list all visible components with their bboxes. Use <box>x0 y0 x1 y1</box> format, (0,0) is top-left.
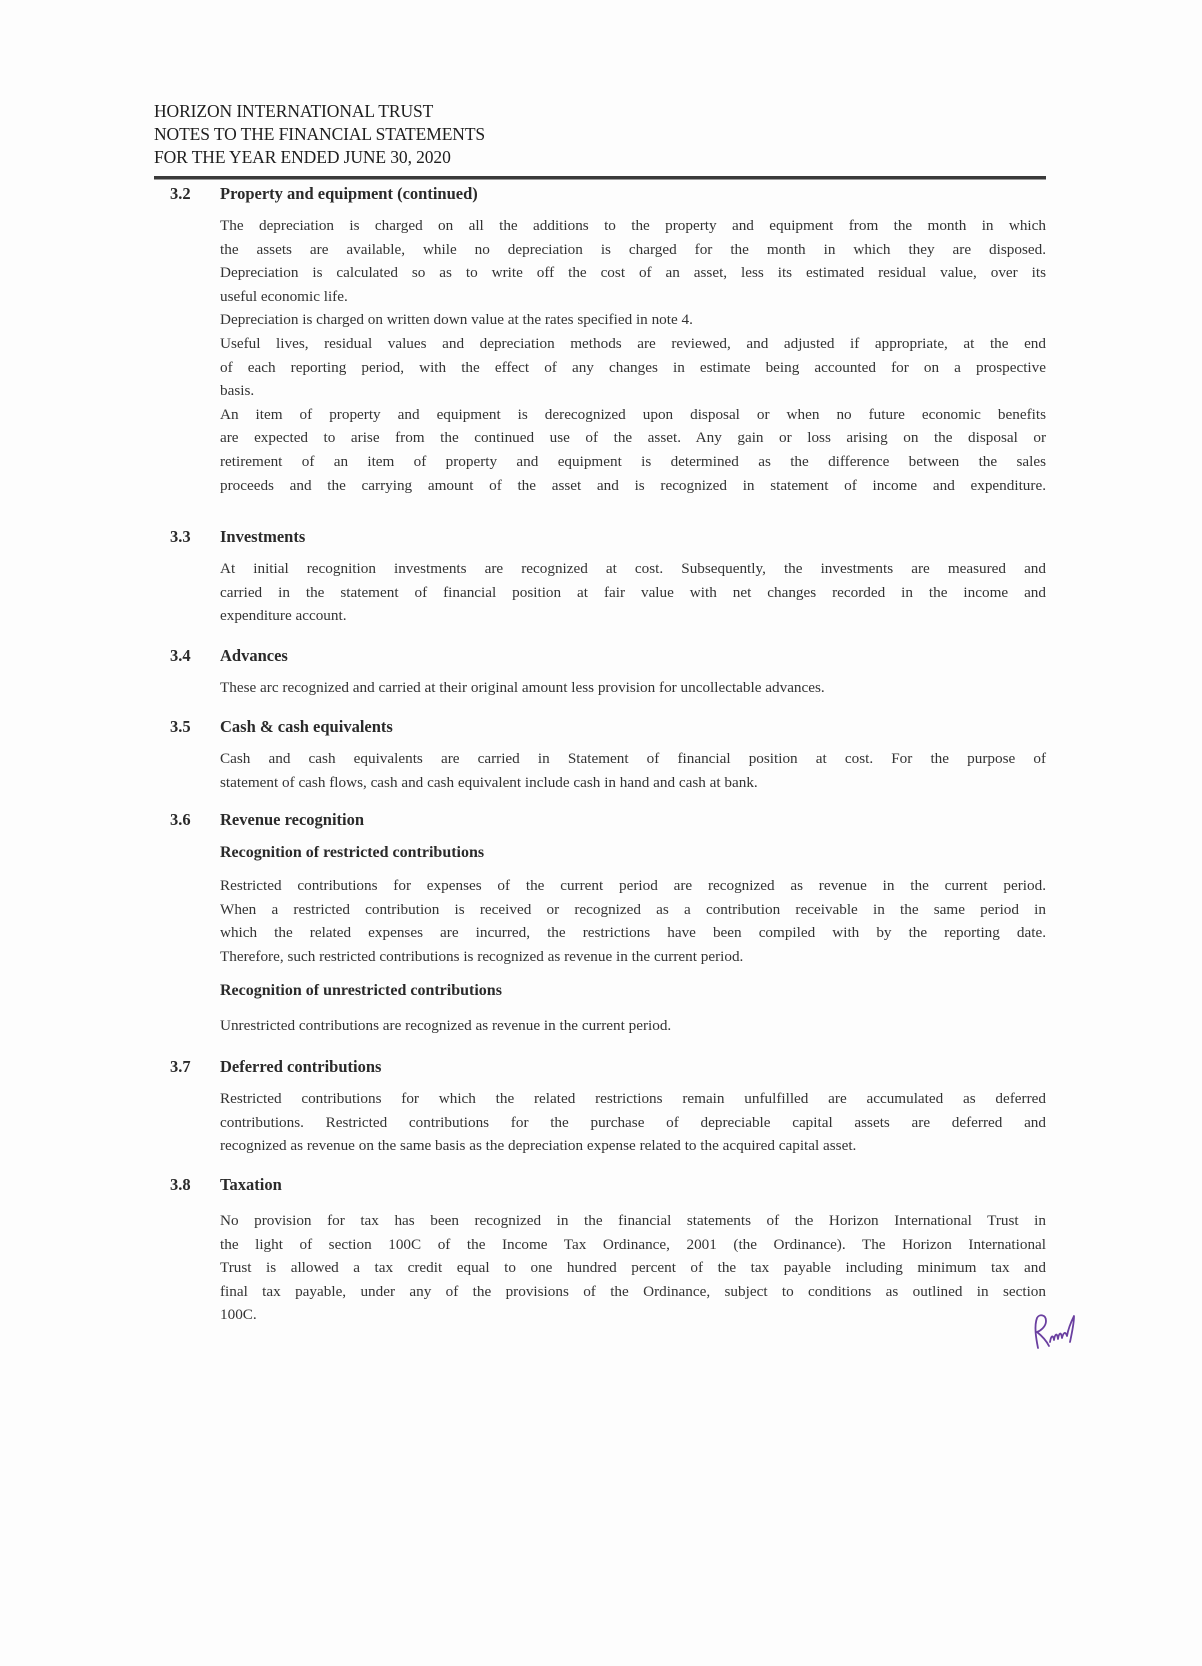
paragraph <box>220 676 1046 700</box>
section-title: Investments <box>220 527 306 546</box>
text-line: At initial recognition investments are recognized at cost. Subsequently, the investments are measured and <box>220 560 1046 577</box>
text-line: are expected to arise from the continued use of the asset. Any gain or loss arising on the disposal or <box>220 429 1046 447</box>
text-line: contributions. Restricted contributions for the purchase of depreciable capital assets are deferred and <box>220 1113 1046 1131</box>
paragraph <box>220 1014 1046 1038</box>
paragraph <box>220 747 1046 794</box>
paragraph <box>220 874 1046 968</box>
header-rule-thin <box>154 179 1046 180</box>
section-number: 3.2 <box>170 184 191 203</box>
section-title: Deferred contributions <box>220 1057 382 1076</box>
text-line: Depreciation is charged on written down value at the rates specified in note 4. <box>220 311 693 329</box>
section-number: 3.4 <box>170 646 191 665</box>
text-line: final tax payable, under any of the provisions of the Ordinance, subject to conditions as outlined in section <box>220 1282 1046 1300</box>
section-number: 3.5 <box>170 717 191 736</box>
section-title: Advances <box>220 646 288 665</box>
paragraph <box>220 1209 1046 1327</box>
text-line: Unrestricted contributions are recognized as revenue in the current period. <box>220 1017 672 1034</box>
text-line: These arc recognized and carried at their original amount less provision for uncollectable advances. <box>220 679 825 696</box>
paragraph <box>220 557 1046 628</box>
section-title: Cash & cash equivalents <box>220 717 393 736</box>
text-line: Restricted contributions for which the related restrictions remain unfulfilled are accumulated as deferred <box>220 1090 1046 1107</box>
handwritten-signature <box>1030 1312 1090 1352</box>
text-line: which the related expenses are incurred, the restrictions have been compiled with by the reporting date. <box>220 924 1046 942</box>
organization-name: HORIZON INTERNATIONAL TRUST <box>154 101 434 121</box>
period-line: FOR THE YEAR ENDED JUNE 30, 2020 <box>154 147 451 167</box>
text-line: The depreciation is charged on all the additions to the property and equipment from the month in which <box>220 217 1046 234</box>
paragraph <box>220 1087 1046 1158</box>
text-line: basis. <box>220 382 255 400</box>
text-line: statement of cash flows, cash and cash equivalent include cash in hand and cash at bank. <box>220 773 758 791</box>
document-title: NOTES TO THE FINANCIAL STATEMENTS <box>154 124 486 144</box>
text-line: Restricted contributions for expenses of the current period are recognized as revenue in the current period. <box>220 877 1046 894</box>
section-number: 3.8 <box>170 1175 191 1194</box>
signature-stroke <box>1035 1315 1074 1348</box>
text-line: useful economic life. <box>220 287 348 305</box>
text-line: An item of property and equipment is derecognized upon disposal or when no future economic benefits <box>220 405 1046 423</box>
text-line: expenditure account. <box>220 607 347 625</box>
section-number: 3.3 <box>170 527 191 546</box>
text-line: of each reporting period, with the effect of any changes in estimate being accounted for on a prospective <box>220 358 1046 376</box>
text-line: Trust is allowed a tax credit equal to one hundred percent of the tax payable including minimum tax and <box>220 1259 1046 1277</box>
text-line: Useful lives, residual values and depreciation methods are reviewed, and adjusted if appropriate, at the end <box>220 334 1046 352</box>
text-line: Therefore, such restricted contributions is recognized as revenue in the current period. <box>220 947 744 965</box>
text-line: proceeds and the carrying amount of the asset and is recognized in statement of income and expenditure. <box>220 476 1046 494</box>
subheading: Recognition of unrestricted contributions <box>220 982 502 999</box>
section-number: 3.6 <box>170 810 191 829</box>
paragraph <box>220 214 1046 497</box>
subheading: Recognition of restricted contributions <box>220 844 485 861</box>
text-line: No provision for tax has been recognized in the financial statements of the Horizon International Trust in <box>220 1212 1046 1229</box>
text-line: the assets are available, while no depreciation is charged for the month in which they are disposed. <box>220 240 1046 258</box>
text-line: the light of section 100C of the Income Tax Ordinance, 2001 (the Ordinance). The Horizon International <box>220 1235 1046 1253</box>
section-title: Property and equipment (continued) <box>220 184 478 203</box>
document-header <box>154 100 1044 169</box>
text-line: recognized as revenue on the same basis as the depreciation expense related to the acquired capital asset. <box>220 1137 857 1155</box>
section-title: Taxation <box>220 1175 282 1194</box>
text-line: Depreciation is calculated so as to write off the cost of an asset, less its estimated residual value, over its <box>220 264 1046 282</box>
text-line: Cash and cash equivalents are carried in Statement of financial position at cost. For the purpose of <box>220 750 1046 767</box>
section-number: 3.7 <box>170 1057 191 1076</box>
text-line: retirement of an item of property and equipment is determined as the difference between the sales <box>220 452 1046 470</box>
text-line: carried in the statement of financial position at fair value with net changes recorded in the income and <box>220 583 1046 601</box>
text-line: When a restricted contribution is received or recognized as a contribution receivable in the same period in <box>220 900 1046 918</box>
text-line: 100C. <box>220 1306 257 1324</box>
section-title: Revenue recognition <box>220 810 365 829</box>
